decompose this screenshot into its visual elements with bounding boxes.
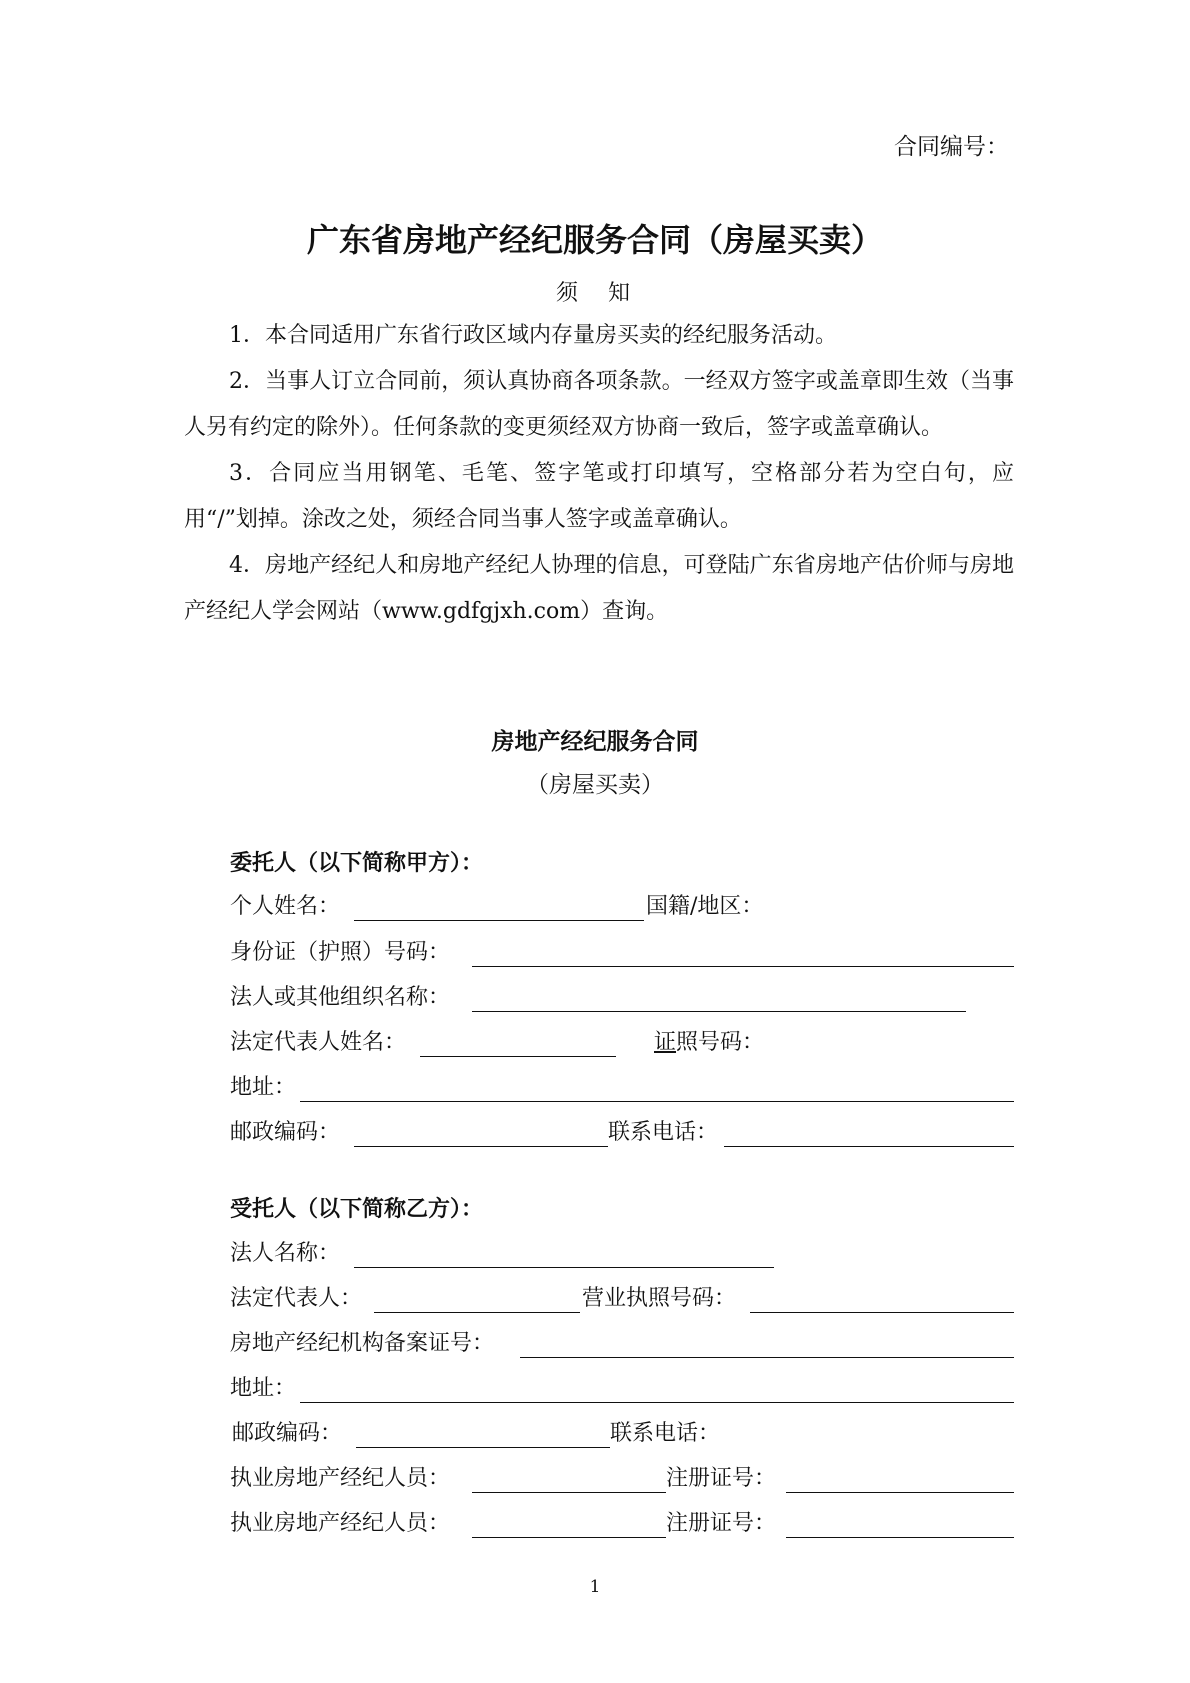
party-a-name-row <box>230 889 1014 923</box>
cert-label <box>654 1025 764 1056</box>
party-b-address-row <box>230 1371 1014 1405</box>
address-label: 地址： <box>230 1075 297 1100</box>
postcode-field[interactable] <box>356 1447 610 1448</box>
address-field[interactable] <box>300 1101 1014 1102</box>
agent-label: 执业房地产经纪人员： <box>230 1511 451 1536</box>
cert-label-first-char: 证 <box>654 1030 677 1055</box>
notice-item: 1．本合同适用广东省行政区域内存量房买卖的经纪服务活动。 <box>229 323 837 348</box>
party-b-rep-row <box>230 1281 1014 1315</box>
party-a-address-row <box>230 1070 1014 1104</box>
rep-field[interactable] <box>420 1056 616 1057</box>
party-b-contact-row <box>230 1416 1014 1450</box>
party-b-agent-row <box>230 1461 1014 1495</box>
agent-label: 执业房地产经纪人员： <box>230 1466 451 1491</box>
address-label: 地址： <box>230 1376 297 1401</box>
agent-field[interactable] <box>472 1492 666 1493</box>
cert-label-rest: 照号码： <box>676 1030 765 1055</box>
party-a-contact-row <box>230 1115 1014 1149</box>
license-label: 营业执照号码： <box>582 1286 737 1311</box>
contract-subtitle: （房屋买卖） <box>526 772 664 798</box>
reg-field[interactable] <box>786 1492 1014 1493</box>
party-b-name-row <box>230 1236 1014 1270</box>
party-b-heading: 受托人（以下简称乙方）： <box>230 1197 484 1222</box>
notice-list <box>184 313 1014 635</box>
org-label: 法人或其他组织名称： <box>230 985 451 1010</box>
name-field[interactable] <box>354 920 644 921</box>
document-title: 广东省房地产经纪服务合同（房屋买卖） <box>306 221 883 259</box>
contract-number-label: 合同编号： <box>894 134 1009 160</box>
postcode-label: 邮政编码： <box>230 1120 341 1145</box>
name-label: 个人姓名： <box>230 894 341 919</box>
filing-label: 房地产经纪机构备案证号： <box>230 1331 495 1356</box>
org-field[interactable] <box>472 1011 966 1012</box>
phone-label: 联系电话： <box>610 1421 721 1446</box>
postcode-field[interactable] <box>354 1146 608 1147</box>
reg-label: 注册证号： <box>666 1511 777 1536</box>
company-name-field[interactable] <box>354 1267 774 1268</box>
postcode-label: 邮政编码： <box>232 1421 343 1446</box>
address-field[interactable] <box>300 1402 1014 1403</box>
id-label: 身份证（护照）号码： <box>230 940 451 965</box>
party-b-agent-row <box>230 1506 1014 1540</box>
legal-rep-label: 法定代表人： <box>230 1286 363 1311</box>
contract-title: 房地产经纪服务合同 <box>491 729 699 755</box>
page-number: 1 <box>589 1577 601 1597</box>
phone-field[interactable] <box>724 1146 1014 1147</box>
party-a-org-row <box>230 980 1014 1014</box>
party-a-rep-row <box>230 1025 1014 1059</box>
reg-field[interactable] <box>786 1537 1014 1538</box>
reg-label: 注册证号： <box>666 1466 777 1491</box>
notice-item: 2．当事人订立合同前，须认真协商各项条款。一经双方签字或盖章即生效（当事人另有约定的除外）。任何条款的变更须经双方协商一致后，签字或盖章确认。 <box>184 369 1014 440</box>
party-a-heading: 委托人（以下简称甲方）： <box>230 851 484 876</box>
party-b-filing-row <box>230 1326 1014 1360</box>
party-a-id-row <box>230 935 1014 969</box>
notice-item: 3．合同应当用钢笔、毛笔、签字笔或打印填写，空格部分若为空白句，应用“/”划掉。涂改之处，须经合同当事人签字或盖章确认。 <box>184 461 1014 532</box>
filing-field[interactable] <box>520 1357 1014 1358</box>
notice-heading: 须 知 <box>555 281 634 306</box>
nationality-label: 国籍/地区： <box>646 894 764 919</box>
notice-item: 4．房地产经纪人和房地产经纪人协理的信息，可登陆广东省房地产估价师与房地产经纪人学会网站（www.gdfgjxh.com）查询。 <box>184 553 1014 624</box>
rep-label: 法定代表人姓名： <box>230 1030 407 1055</box>
license-field[interactable] <box>750 1312 1014 1313</box>
company-name-label: 法人名称： <box>230 1241 341 1266</box>
agent-field[interactable] <box>472 1537 666 1538</box>
id-field[interactable] <box>472 966 1014 967</box>
phone-label: 联系电话： <box>608 1120 719 1145</box>
legal-rep-field[interactable] <box>374 1312 580 1313</box>
